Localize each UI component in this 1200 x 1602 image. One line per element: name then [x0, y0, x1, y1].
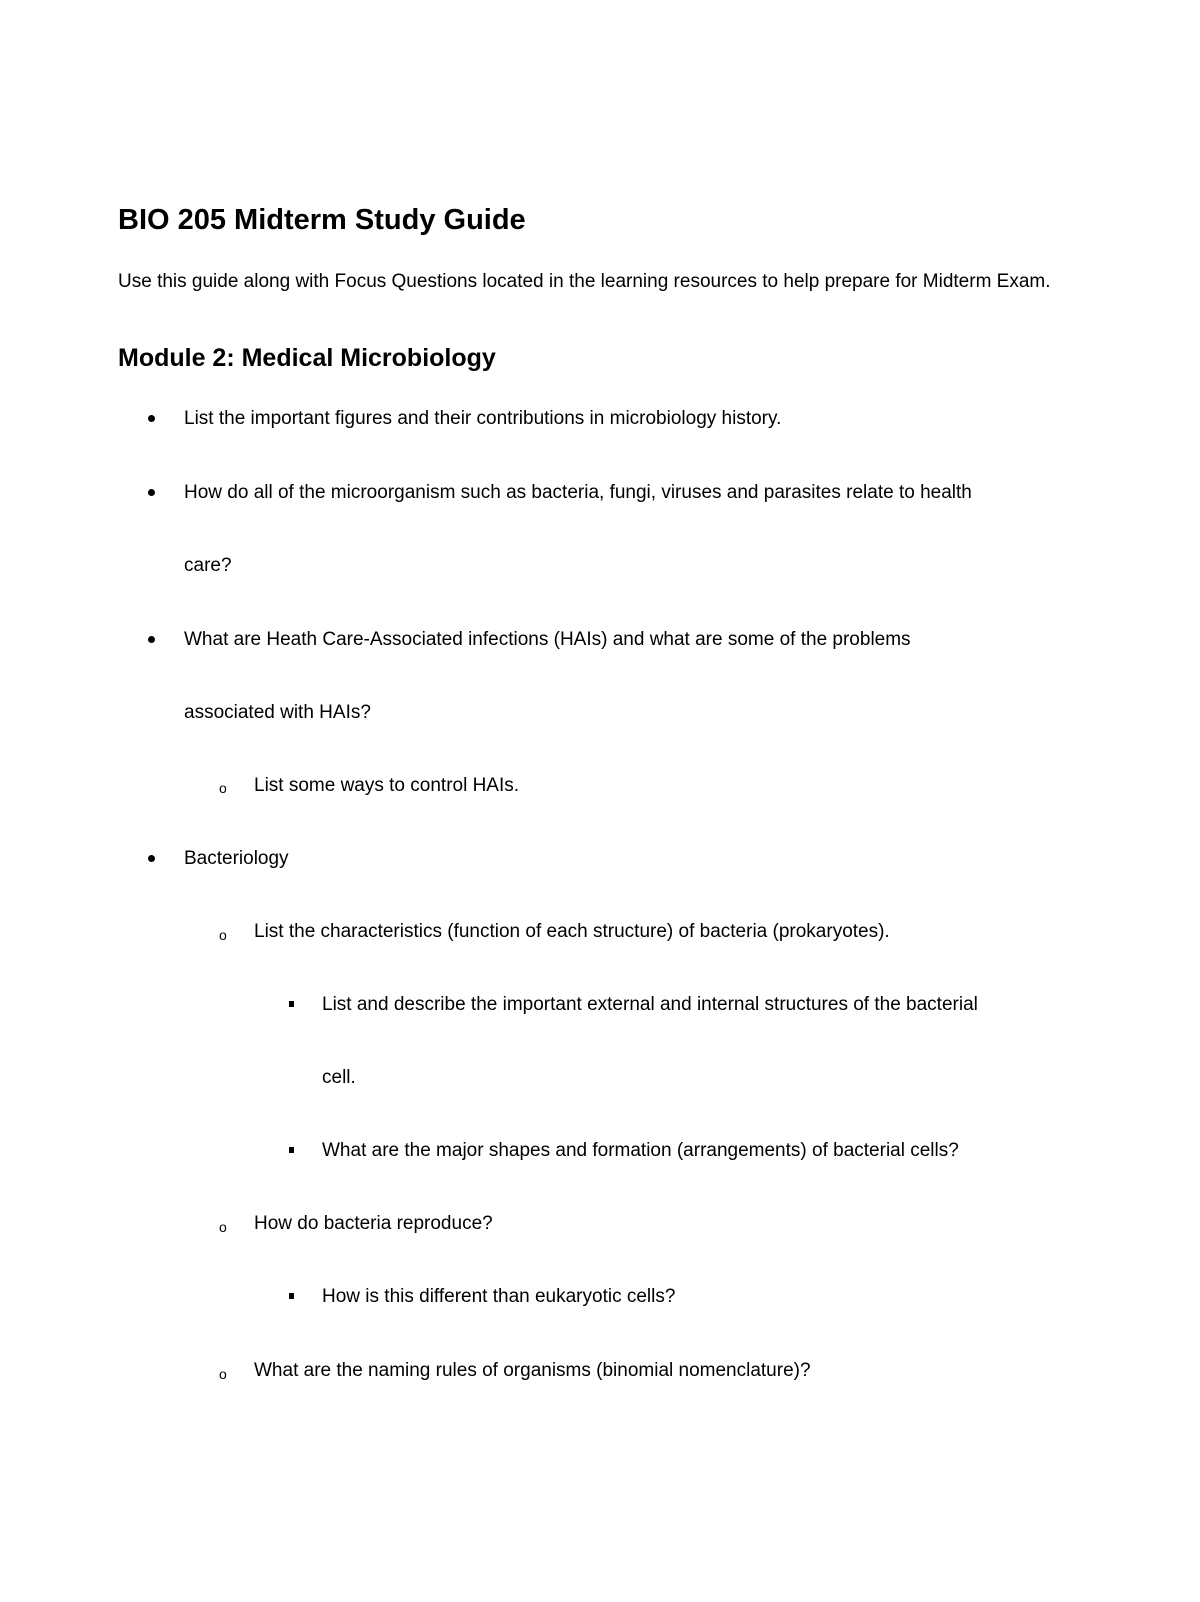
bullet-square-icon	[289, 1147, 294, 1153]
list-item: What are Heath Care-Associated infections (HAIs) and what are some of the problems	[184, 629, 911, 650]
bullet-circle-icon: o	[219, 1366, 227, 1382]
list-item: Bacteriology	[184, 848, 289, 869]
list-item: How do all of the microorganism such as bacteria, fungi, viruses and parasites relate to health	[184, 482, 972, 503]
list-item: List some ways to control HAIs.	[254, 775, 520, 796]
bullet-dot-icon	[148, 489, 155, 496]
list-item: List and describe the important external and internal structures of the bacterial	[322, 994, 978, 1015]
list-item: What are the major shapes and formation (arrangements) of bacterial cells?	[322, 1140, 959, 1161]
list-item: What are the naming rules of organisms (binomial nomenclature)?	[254, 1360, 811, 1381]
list-item-continuation: associated with HAIs?	[184, 702, 371, 723]
bullet-circle-icon: o	[219, 927, 227, 943]
list-item: How is this different than eukaryotic cells?	[322, 1286, 676, 1307]
bullet-circle-icon: o	[219, 1219, 227, 1235]
bullet-circle-icon: o	[219, 780, 227, 796]
bullet-square-icon	[289, 1293, 294, 1299]
document-title: BIO 205 Midterm Study Guide	[118, 204, 526, 236]
list-item: How do bacteria reproduce?	[254, 1213, 493, 1234]
bullet-square-icon	[289, 1001, 294, 1007]
list-item-continuation: care?	[184, 555, 232, 576]
list-item-continuation: cell.	[322, 1067, 356, 1088]
list-item: List the important figures and their contributions in microbiology history.	[184, 408, 782, 429]
bullet-dot-icon	[148, 855, 155, 862]
bullet-dot-icon	[148, 636, 155, 643]
bullet-dot-icon	[148, 415, 155, 422]
module-heading: Module 2: Medical Microbiology	[118, 344, 496, 372]
intro-paragraph: Use this guide along with Focus Questions located in the learning resources to help prepare for Midterm Exam.	[118, 271, 1051, 292]
list-item: List the characteristics (function of each structure) of bacteria (prokaryotes).	[254, 921, 890, 942]
